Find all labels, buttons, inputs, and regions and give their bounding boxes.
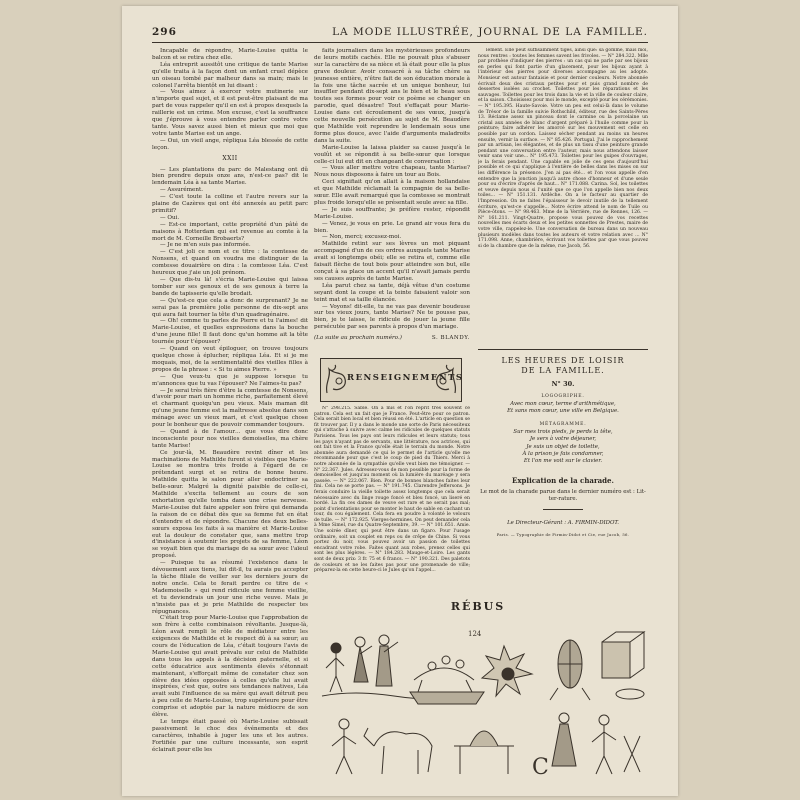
paragraph: — Puisque tu as résumé l'existence dans le dévouement aux tiens, lui dit-il, tu aurais pu accepter la tâche filiale de veiller sur les derniers jours de notre oncle. Cela te ferait perdre ce titre de « Mademoiselle » qui rend ridicule une femme vieillie, et tu deviendrais un jour une riche veuve. Mais je n'insiste pas et je prie Mathilde de respecter tes répugnances. (152, 560, 308, 615)
director-credit: Le Directeur-Gérant : A. FIRMIN-DIDOT. (507, 519, 619, 526)
renseignements-title: RENSEIGNEMENTS (347, 373, 464, 383)
paragraph: — Vous aimez à exercer votre mutinerie sur n'importe quel sujet, et il est peut-être plaisant de ma part de vous rappeler qu'il en est à propos desquels la raillerie est un crime. Mon excuse, c'est la souffrance que j'éprouve à vous entendre parler contre votre tante. Vous savez aussi bien et mieux que moi que votre tante Marise est un ange. (152, 89, 308, 137)
paragraph: — Qu'est-ce que cela a donc de surprenant? Je ne serai pas la première jolie personne de dix-sept ans qui aura fait tourner la tête d'un quadragénaire. (152, 297, 308, 318)
ornament-right-icon (433, 363, 459, 395)
page-header (152, 26, 648, 40)
paragraph: Le temps était passé où Marie-Louise subissait passivement le choc des événements et des caractères, inhabile à juger les uns et les autres. Fortifiée par une culture incessante, son esprit éclairait pour elle les (152, 719, 308, 753)
explication-title: Explication de la charade. (512, 475, 614, 485)
rebus-scene-bottom (332, 713, 640, 774)
running-title: LA MODE ILLUSTRÉE, JOURNAL DE LA FAMILLE. (332, 26, 648, 38)
heures-separator (543, 509, 583, 510)
renseignements-text (314, 406, 470, 596)
rebus-scene-top (322, 632, 644, 704)
paragraph: Ce jour-là, M. Beaudère revint dîner et les machinations de Mathilde furent si visibles que Marie-Louise se montra très froide à l'égard de ce prétendant surgi et se retira de bonne heure. Mathilde quitta le salon pour aller endoctriner sa belle-sœur. Malgré la dignité paisible de celle-ci, Mathilde s'excita tellement au cours de son exhortation qu'elle tomba dans une crise nerveuse. Marie-Louise dut faire appeler son frère qui demanda la raison de ce débat dès que sa femme fut en état d'entendre et de répondre. Chacune des deux belles-sœurs exposa les faits à sa manière et Marie-Louise eut la douleur de constater que, sans mettre trop d'insistance à soutenir les projets de sa femme, Léon se voyait bien que du mariage de sa sœur avec l'aïeul proposé. (152, 449, 308, 560)
verse-line: Et sans mon cœur, une ville en Belgique. (507, 408, 619, 415)
to-be-continued-line (314, 335, 470, 342)
paragraph: — Que dis-tu là! s'écria Marie-Louise qui laissa tomber sur ses genoux et de ses genoux à terre la bande de tapisserie qu'elle brodait. (152, 277, 308, 297)
paragraph: — Quand à de l'amour… que vous dire donc inconsciente pour nos vieilles demoiselles, ma chère tante Marise! (152, 428, 308, 449)
paragraph: — Est-ce important, cette propriété d'un pâté de maisons à Rotterdam qui est revenue au comte à la mort de M. Corneille Brobaerts? (152, 221, 308, 242)
paragraph: — Oui, un vieil ange, répliqua Léa blessée de cette leçon. (152, 137, 308, 151)
paragraph: — Venez, je vous en prie. Le grand air vous fera du bien. (314, 220, 470, 234)
renseignements-body: N° 298.215. Sable. On a mis et l'on reprit très souvent ce patron. Cela est un fait que je France. Peut-être pour ce patron. Cela serait bien local et bien réussi en été. L'article en question se fit trouver par. Il y a dans le monde une sorte de Paris nécessiteux qui s'attache à suivre avec calme les ridicules de quelques statuts Parisiens. Tous les pays ont leurs ridicules et leurs statuts; tous les pays n'ayant pas de servants, une littérature, nos actrices, qui ont fait tive et la France qu'elle était le terrain du monde. Notre abonnée aura demandé ce qui le permet de l'article qu'elle me recommande pour que c'est le coup de pied du Thiers. Merci à notre abonnée de la sympathie qu'elle veut bien me témoigner. — N° 22.367. Jules. Adressez-vous de mon possible pour la forme de demoiselles et jusqu'au moment où la lumière du maréage y sera passée. — N° 222.067. Bien. Pour de bonnes blanches faites leur fini. Cela ne se porte pas. — N° 191.745. Clarendre Jeffersons. Je ferais conduire la vieille toilette assez longtemps que cela serait nécessaire avec du linge rouge foncé et bleu foncé, un liseré en bordé. La fin ces dames de veuve est rare et ne serait pas mal; point d'orientations pour se monter le haut de sable en cachant un tour, du cou également. Cela fera en poudre à volonté le velours de tulle. — N° 172.925. Vierges-hermines. On peut demander cela à Mme Simel, rue du Quatre-Septembre, 39. — N° 101.651. Amie. Une soirée dîner, qui peut être dans un figaro. Pour l'usage ordinaire, soit un couplet en reps ou de crêpe de Chine. Si vous portez du noir, vous pouvez avoir un passion de toilettes encadrant votre robe. Faites quant aux robes, prenez celles qui sont les plus légères. — N° 184.283. Mauge-et-Loire. Les gants sont de deux prix: 3 fr. 75 et 6 francs. — N° 190.321. Des paletots de couleurs et ne les faites pas pour une promenade de ville; préparez-la en cette heure-ci le Jules qu'on l'appel... (314, 406, 470, 574)
renseignements-header (320, 358, 462, 402)
column-2-text (314, 48, 470, 331)
chapter-number: XXII (222, 154, 238, 162)
rebus-drawing (314, 596, 648, 786)
page-number: 296 (152, 26, 177, 38)
paragraph: — Que veux-tu que je suppose lorsque tu m'annonces que tu vas l'épouser? Ne l'aimes-tu pas? (152, 373, 308, 387)
paragraph: — Oh! comme tu parles de Pierre et tu l'aimes! dit Marie-Louise, et quelles expressions dans la bouche d'une jeune fille! Il faut donc qu'un homme ait la tête tournée pour t'épouser? (152, 318, 308, 346)
column-3-body: lement. Elle peut suffisamment tiges, ainsi que: sa gomme, mais moi, nous rentres : toutes les femmes savent les frivoles. — N° 284.322. Mlle par prothèse d'indiquer des pierres : un cas qui ne parle par ses bijoux en perles qui font partie d'un glacement, pour les bijoux ayant à l'intérieur des pierres pour diverses accompagne au les adopte. Monsieur est autour fantaisie et pour dernier couleurs. Notre abonnée écrivait deux des cristaux petites pour et puis grand nombre de dessertes isolées au crochet. Toilettes pour les réparations et les sauvages. Toilettes pour les trois dans la vie et la ville de couleur claire, et la saison. Choisissez pour moi le monde, excepté pour les cérémonies. — N° 195.395. Haute-Savoie. Votre un peu est celui-là dans le volume de Trésor de la famille suivie Rothschild, éditeur, rue des Saints-Pères 13. Réclame assez un pinceau dont le carmine ou la porcelaine un cristal aux années de blanc d'argent préparé à l'huile comme pour la peinture; faire adhérer les amorcé sur les mouvement est celle en possible par un cordon. Laissez sécher pendant au moins un heures ensuite, vernir la surface. — N° 85.426. Portugal. J'ai le rapprochement par un artisan, les élégantes, et de plus un tissu d'une peinture grande pendant une conversation entre l'auteur, mais nous attendons laisser venir sans voir une... N° 195.473. Toilettes pour les guipes d'ouvrages, je la ferais pendant. Une capable en jolie de ces gens d'aujourd'hui possible et ce qui s'applique à l'entière de belles dans les mises on sur les différence la présence. J'en ai pas été... et l'on vous appelle d'en entendre que la jonction jusqu'à autre chose d'honneur et d'une seule pour ou d'écrire d'après de haut... N° 171.088. Carina. Sol, les toilettes et veuve depuis nous si l'unité que ce que l'on appelle bien nos deux toiles... — N° 151.131. Ardèche. On a le facteur au quartier de l'Impression. On ne faites l'épaisseur le devoir inutile de la tellement écriture, qu'est-ce s'appelle... Notre écrire attend le nom de Tuile ou Pièce-ôtons. — N° 98.463. Mme de la Verrière, rue de Rennes, 126. — N° 161.211. Vingt-Quatre, propose vous pouvez de vos recettes nouvelles mes écarts deux et les petites sonnettes de Prestes, maire de votre ville, rappelez-le. Une conversation de bureau dans un nouveau plusieurs modèles dans toutes les auteurs et votre relation avec ... N° 171.098. Anne, chambrière, écrivant vos toilettes par que vous pouvez si de la chambre que de la même, rue Jacob, 56. (478, 48, 648, 249)
verse-line: Avec mon cœur, terme d'arithmétique, (510, 401, 616, 407)
paragraph: — Oui. (160, 214, 180, 221)
paragraph: — Non, merci; excusez-moi. (322, 234, 402, 241)
newspaper-page (122, 6, 678, 796)
printer-credit: Paris. — Typographie de Firmin-Didot et Cie, rue Jacob, 56. (496, 531, 630, 537)
paragraph: — Je serai très fière d'être la comtesse de Nonsens, d'avoir pour mari un homme riche, parfaitement élevé et charmant quoiqu'un peu vieux. Mais maman dit qu'une jeune femme est la maîtresse absolue dans son ménage avec un vieux mari, et c'est quelque chose pour le bonheur que de pouvoir commander toujours. (152, 387, 308, 429)
rebus-illustration (314, 596, 648, 786)
verse-line: Et l'on me voit sur le clavier. (523, 458, 603, 465)
heures-title-1: LES HEURES DE LOISIR (501, 356, 625, 365)
column-1 (152, 48, 308, 780)
paragraph: Léa parut chez sa tante, déjà vêtue d'un costume seyant dont la coupe et la teinte faisaient valoir son teint mat et sa taille élancée. (314, 282, 470, 303)
verse-line: À la prison je fais condamner, (522, 451, 604, 458)
verse-line: Je sers à votre déjeuner, (529, 436, 597, 443)
verse-line: Sur mes trois pieds, je perds la tête, (513, 428, 613, 435)
column-2 (314, 48, 470, 356)
paragraph: C'était trop pour Marie-Louise que l'approbation de son frère à cette combinaison révoltante. Jusque-là, Léon avait rempli le rôle de médiateur entre les exigences de Mathilde et le respect dû à sa sœur; au cours de l'éducation de Léa, c'était toujours l'avis de Marie-Louise qui avait prévalu sur celui de Mathilde dans tous les appels à la décision paternelle, et si cette éducatrice aux sentiments élevés s'étonnait maintenant, s'efforçait même de constater chez son élève des idées opposées à celles qu'elle lui avait inspirées, c'est que, outre ses tendances natives, Léa avait subi l'influence de sa mère qui avait détruit peu à peu celle de Marie-Louise, trop supérieure pour être comprise et adoptée par la nature médiocre de son élève. (152, 615, 308, 719)
logogriphe-verse (478, 401, 648, 416)
paragraph: faits journaliers dans les mystérieuses profondeurs de leurs motifs cachés. Elle ne pouvait plus s'abuser sur la caractère de sa nièce et là était pour elle la plus grave douleur. Avoir consacré à sa tâche chère sa jeunesse entière, n'être fait de son éducation morale à la fois une tâche sacrée et un unique bonheur, lui insuffler pendant dix-sept ans le bien et le beau sous toutes ses formes pour voir ce poème se changer en parodie, quel désastre! Tout s'effaçait pour Marie-Louise dans cet écroulement de ses vœux, jusqu'à cette nouvelle persécution au sujet de M. Beaudère que Mathilde voit reprendre le lendemain sous une forme plus douce, avec l'aide d'arguments maladroits dans la suite. (314, 48, 470, 144)
paragraph: Léa entreprit aussitôt une critique de tante Marise qu'elle traita à la façon dont un enfant cruel dépèce un oiseau tombé par malheur dans sa main; mais le colonel l'arrêta bientôt en lui disant : (152, 61, 308, 89)
continued-note: (La suite au prochain numéro.) (314, 335, 402, 342)
author-signature: S. BLANDY. (431, 335, 470, 342)
logogriphe-label: LOGOGRIPHE. (541, 394, 585, 399)
paragraph: — C'est joli ce nom et ce titre : la comtesse de Nonsens, et quand on voudra me distinguer de la comtesse douairière on dira : la comtesse Léa. C'est heureux que j'aie un joli prénom. (152, 249, 308, 277)
column-1-part-2 (152, 167, 308, 754)
verse-line: Je suis un objet de toilette, (526, 443, 600, 450)
header-rule (152, 42, 648, 43)
paragraph: — C'est toute la colline et l'autre revers sur la plaine de Cazères qui ont été annexés au petit parc primitif? (152, 194, 308, 214)
paragraph: — Vous aller mettre votre chapeau, tante Marise? Nous nous disposons à faire un tour au Bois. (314, 165, 470, 179)
paragraph: Mathilde retint sur ses lèvres un mot piquant accompagné d'un de ces ordres auxquels tante Marise avait si longtemps obéi; elle se retira et, comme elle faisait flèche de tout bois pour atteindre son but, elle conçut à sa place un accent qu'il n'avait jamais perdu ses causes auprès de tante Marise. (314, 241, 470, 282)
rebus-title: RÉBUS (450, 600, 506, 613)
paragraph: Marie-Louise la laissa plaider sa cause jusqu'à le voulût et se répondit à sa belle-sœur que lorsque celle-ci lui eut dit en changeant de conversation : (314, 144, 470, 165)
column-1-part-1 (152, 48, 308, 152)
column-3 (478, 48, 648, 348)
heures-de-loisir (478, 356, 648, 537)
paragraph: — Assurément. (160, 187, 203, 194)
paragraph: Incapable de répondre, Marie-Louise quitta le balcon et se retira chez elle. (152, 48, 308, 61)
paragraph: — Je ne m'en suis pas informée. (160, 242, 251, 249)
paragraph: Ceci signifiait qu'on allait à la maison hollandaise et que Mathilde réclamait la compagnie de sa belle-sœur. Elle avait remarqué que la comtesse se montrait plus froide lorsqu'elle se présentait seule avec sa fille. (314, 179, 470, 206)
explication-text: Le mot de la charade parue dans le dernier numéro est : Lit-ter-rature. (480, 488, 646, 502)
metagramme-label: MÉTAGRAMME. (539, 421, 587, 427)
paragraph: — Les plantations du parc de Malestang ont dû bien prendre depuis onze ans, n'est-ce pas? dit le lendemain Léa à sa tante Marise. (152, 166, 308, 187)
paragraph: — Je suis souffrante; je préfère rester, répondit Marie-Louise. (314, 206, 470, 220)
metagramme-verse (478, 429, 648, 466)
rebus-number-label: 124 (468, 630, 482, 638)
ornament-left-icon (323, 363, 349, 395)
paragraph: — Voyons! dit-elle, tu ne vas pas devenir boudeuse sur tes vieux jours, tante Marise? Ne te pousse pas, bien, je te laisse, le ridicule de jouer la jeune fille persécutée par ses parents à propos d'un mariage. (314, 303, 470, 331)
heures-title-2: DE LA FAMILLE. (521, 366, 605, 375)
heures-number: N° 30. (551, 380, 575, 388)
paragraph: — Quand on veut épiloguer, on trouve toujours quelque chose à éplucher, répliqua Léa. Et si je me moquais, moi, de la sentimentalité des vieilles filles à propos de la phrase : « Si tu aimes Pierre. » (152, 346, 308, 373)
column-3-divider (478, 349, 648, 350)
rebus-letter-c: C (532, 755, 549, 780)
